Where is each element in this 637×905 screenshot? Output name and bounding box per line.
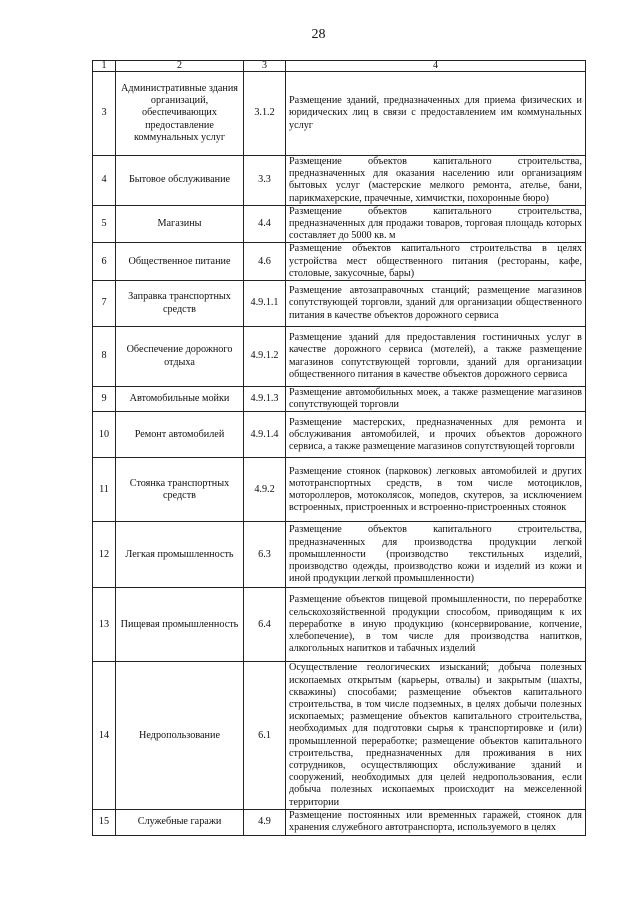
row-code: 4.9.1.1 — [244, 281, 286, 327]
row-description: Размещение зданий для предоставления гостиничных услуг в качестве дорожного сервиса (мотелей), а также размещение магазинов сопутствующей торговли, зданий для организации общественного питания в качестве объектов дорожного сервиса — [286, 327, 586, 387]
row-description: Осуществление геологических изысканий; добыча полезных ископаемых открытым (карьеры, отвалы) и закрытым (шахты, скважины) способами; размещение объектов капитального строительства, в том числе подземных, в целях добычи полезных ископаемых; размещение объектов капитального строительства, необходимых для подготовки сырья к транспортировке и (или) промышленной переработке; размещение объектов капитального строительства, предназначенных для проживания в них сотрудников, осуществляющих обслуживание зданий и сооружений, необходимых для целей недропользования, если добыча полезных ископаемых происходит на межселенной территории — [286, 662, 586, 809]
row-code: 4.9.1.2 — [244, 327, 286, 387]
table-body — [93, 72, 586, 836]
page-number: 28 — [311, 27, 326, 42]
table-row — [93, 72, 586, 156]
row-code: 4.9 — [244, 809, 286, 835]
row-name: Бытовое обслуживание — [116, 156, 244, 206]
table-header-row — [93, 61, 586, 72]
row-number: 15 — [93, 809, 116, 835]
row-description: Размещение объектов капитального строительства, предназначенных для производства продукции легкой промышленности (производство текстильных изделий, производство одежды, производство кожи и изделий из кожи и иной продукции легкой промышленности) — [286, 522, 586, 588]
header-col-2: 2 — [116, 61, 244, 72]
row-number: 5 — [93, 205, 116, 243]
row-number: 7 — [93, 281, 116, 327]
row-name: Заправка транспортных средств — [116, 281, 244, 327]
row-name: Административные здания организаций, обеспечивающих предоставление коммунальных услуг — [116, 72, 244, 156]
row-number: 13 — [93, 588, 116, 662]
row-number: 14 — [93, 662, 116, 809]
row-description: Размещение объектов капитального строительства, предназначенных для оказания населению или организациям бытовых услуг (мастерские мелкого ремонта, ателье, бани, парикмахерские, прачечные, химчистки, похоронные бюро) — [286, 156, 586, 206]
row-name: Ремонт автомобилей — [116, 412, 244, 458]
row-number: 10 — [93, 412, 116, 458]
row-description: Размещение объектов капитального строительства в целях устройства мест общественного питания (рестораны, кафе, столовые, закусочные, бары) — [286, 243, 586, 281]
row-code: 3.1.2 — [244, 72, 286, 156]
row-description: Размещение автомобильных моек, а также размещение магазинов сопутствующей торговли — [286, 387, 586, 412]
row-code: 4.6 — [244, 243, 286, 281]
row-number: 8 — [93, 327, 116, 387]
table-row — [93, 458, 586, 522]
row-code: 6.3 — [244, 522, 286, 588]
row-name: Общественное питание — [116, 243, 244, 281]
table-row — [93, 522, 586, 588]
table-row — [93, 156, 586, 206]
row-description: Размещение автозаправочных станций; размещение магазинов сопутствующей торговли, зданий для организации общественного питания в качестве объектов дорожного сервиса — [286, 281, 586, 327]
row-number: 3 — [93, 72, 116, 156]
header-col-1: 1 — [93, 61, 116, 72]
row-code: 6.1 — [244, 662, 286, 809]
table-row — [93, 387, 586, 412]
row-name: Пищевая промышленность — [116, 588, 244, 662]
row-description: Размещение мастерских, предназначенных для ремонта и обслуживания автомобилей, и прочих объектов дорожного сервиса, а также размещение магазинов сопутствующей торговли — [286, 412, 586, 458]
land-use-table — [92, 60, 586, 836]
row-name: Недропользование — [116, 662, 244, 809]
row-number: 9 — [93, 387, 116, 412]
table-row — [93, 327, 586, 387]
row-name: Стоянка транспортных средств — [116, 458, 244, 522]
header-col-3: 3 — [244, 61, 286, 72]
row-description: Размещение объектов пищевой промышленности, по переработке сельскохозяйственной продукции способом, приводящим к их переработке в иную продукцию (консервирование, копчение, хлебопечение), в том числе для производства напитков, алкогольных напитков и табачных изделий — [286, 588, 586, 662]
row-name: Автомобильные мойки — [116, 387, 244, 412]
row-description: Размещение постоянных или временных гаражей, стоянок для хранения служебного автотранспорта, используемого в целях — [286, 809, 586, 835]
row-description: Размещение объектов капитального строительства, предназначенных для продажи товаров, торговая площадь которых составляет до 5000 кв. м — [286, 205, 586, 243]
row-number: 12 — [93, 522, 116, 588]
row-description: Размещение стоянок (парковок) легковых автомобилей и других мототранспортных средств, в том числе мотоциклов, мотороллеров, мотоколясок, мопедов, скутеров, за исключением встроенных, пристроенных и встроенно-пристроенных стоянок — [286, 458, 586, 522]
row-number: 6 — [93, 243, 116, 281]
row-name: Легкая промышленность — [116, 522, 244, 588]
row-name: Обеспечение дорожного отдыха — [116, 327, 244, 387]
row-description: Размещение зданий, предназначенных для приема физических и юридических лиц в связи с предоставлением им коммунальных услуг — [286, 72, 586, 156]
row-number: 11 — [93, 458, 116, 522]
table-row — [93, 412, 586, 458]
table-row — [93, 243, 586, 281]
header-col-4: 4 — [286, 61, 586, 72]
table-row — [93, 809, 586, 835]
row-code: 6.4 — [244, 588, 286, 662]
row-code: 4.9.1.3 — [244, 387, 286, 412]
row-name: Магазины — [116, 205, 244, 243]
row-code: 4.4 — [244, 205, 286, 243]
table-row — [93, 281, 586, 327]
row-code: 4.9.1.4 — [244, 412, 286, 458]
row-code: 3.3 — [244, 156, 286, 206]
table-row — [93, 662, 586, 809]
row-name: Служебные гаражи — [116, 809, 244, 835]
row-code: 4.9.2 — [244, 458, 286, 522]
row-number: 4 — [93, 156, 116, 206]
table-row — [93, 205, 586, 243]
table-row — [93, 588, 586, 662]
